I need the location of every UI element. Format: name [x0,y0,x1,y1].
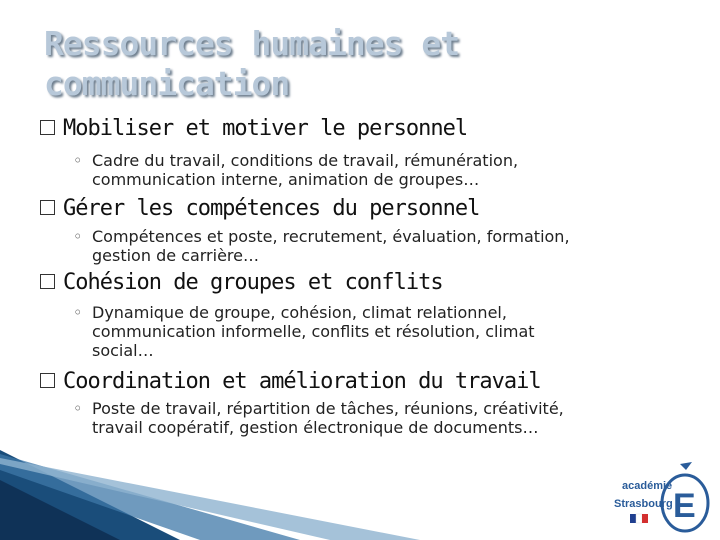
detail-line: Compétences et poste, recrutement, évaluation, formation, [92,227,570,246]
slide-title-line1: Ressources humaines et [44,24,460,63]
section-heading-text: Coordination et amélioration du travail [63,369,541,394]
flag-white [636,514,642,523]
detail-line: social… [92,341,154,360]
detail-line: travail coopératif, gestion électronique de documents… [92,418,539,437]
section-detail-1 [75,151,518,189]
section-detail-4 [75,399,564,437]
flag-red [642,514,648,523]
circle-bullet-icon: ◦ [73,399,83,418]
section-detail-2 [75,227,570,265]
square-bullet-icon [40,274,55,289]
section-heading-2 [40,196,479,222]
detail-line: Poste de travail, répartition de tâches, réunions, créativité, [92,399,564,418]
academie-strasbourg-logo [610,460,715,535]
detail-line: Cadre du travail, conditions de travail, rémunération, [92,151,519,170]
detail-line: communication informelle, conflits et résolution, climat [92,322,535,341]
detail-line: communication interne, animation de groupes… [92,170,480,189]
circle-bullet-icon: ◦ [73,227,83,246]
square-bullet-icon [40,120,55,135]
slide-title [44,24,644,104]
section-heading-4 [40,369,541,395]
detail-line: gestion de carrière… [92,246,259,265]
section-heading-text: Cohésion de groupes et conflits [63,270,443,295]
section-heading-text: Gérer les compétences du personnel [63,196,480,221]
detail-line: Dynamique de groupe, cohésion, climat relationnel, [92,303,507,322]
section-heading-3 [40,270,443,296]
section-heading-text: Mobiliser et motiver le personnel [63,116,468,141]
square-bullet-icon [40,200,55,215]
section-heading-1 [40,116,467,142]
logo-text-strasbourg: Strasbourg [614,498,673,510]
circle-bullet-icon: ◦ [73,303,83,322]
logo-text-academie: académie [622,480,673,492]
decorative-swoosh [0,440,420,540]
section-detail-3 [75,303,535,360]
logo-accent [680,462,692,470]
square-bullet-icon [40,373,55,388]
circle-bullet-icon: ◦ [73,151,83,170]
flag-blue [630,514,636,523]
logo-letter: E [673,487,696,525]
slide-title-line2: communication [44,64,290,103]
